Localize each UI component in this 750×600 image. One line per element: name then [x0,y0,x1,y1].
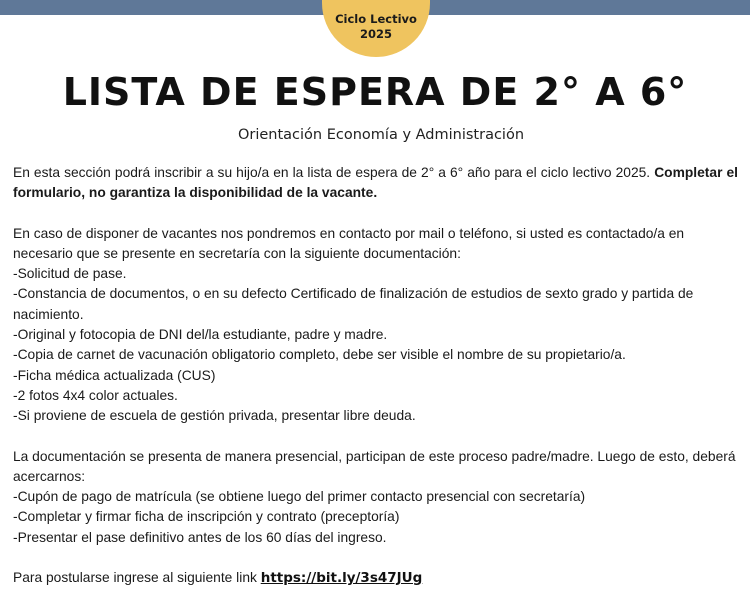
doc-item: -Ficha médica actualizada (CUS) [13,367,216,383]
doc-item: -Copia de carnet de vacunación obligatorio completo, debe ser visible el nombre de su propietario/a. [13,347,626,363]
footer-line [13,568,738,588]
doc-item: -Constancia de documentos, o en su defecto Certificado de finalización de estudios de sexto grado y partida de nacimiento. [13,286,694,322]
page-subtitle: Orientación Economía y Administración [237,127,525,143]
doc-item: -Solicitud de pase. [13,266,127,282]
step-item: -Completar y firmar ficha de inscripción y contrato (preceptoría) [13,509,400,525]
step-item: -Presentar el pase definitivo antes de los 60 días del ingreso. [13,529,387,545]
documentation-paragraph: En caso de disponer de vacantes nos pondremos en contacto por mail o teléfono, si usted es contactado/a en necesario que se presente en secretaría con la siguiente documentación: [13,225,685,261]
form-description [13,163,738,588]
page-title: LISTA DE ESPERA DE 2° A 6° [62,70,688,114]
footer-text: Para postularse ingrese al siguiente link [13,570,261,586]
badge-line-1: Ciclo Lectivo [335,12,417,26]
presential-paragraph: La documentación se presenta de manera presencial, participan de este proceso padre/madre. Luego de esto, deberá acercarnos: [13,448,736,484]
cycle-badge [322,0,430,57]
step-item: -Cupón de pago de matrícula (se obtiene luego del primer contacto presencial con secretaría) [13,489,586,505]
doc-item: -Original y fotocopia de DNI del/la estudiante, padre y madre. [13,327,388,343]
intro-warning: Completar el formulario, no garantiza la disponibilidad de la vacante. [13,165,738,201]
doc-item: -Si proviene de escuela de gestión privada, presentar libre deuda. [13,408,416,424]
registration-link[interactable]: https://bit.ly/3s47JUg [260,570,423,587]
intro-text: En esta sección podrá inscribir a su hijo/a en la lista de espera de 2° a 6° año para el ciclo lectivo 2025. [13,165,651,180]
doc-item: -2 fotos 4x4 color actuales. [13,387,178,403]
badge-line-2: 2025 [359,27,392,41]
intro-paragraph [13,163,738,204]
